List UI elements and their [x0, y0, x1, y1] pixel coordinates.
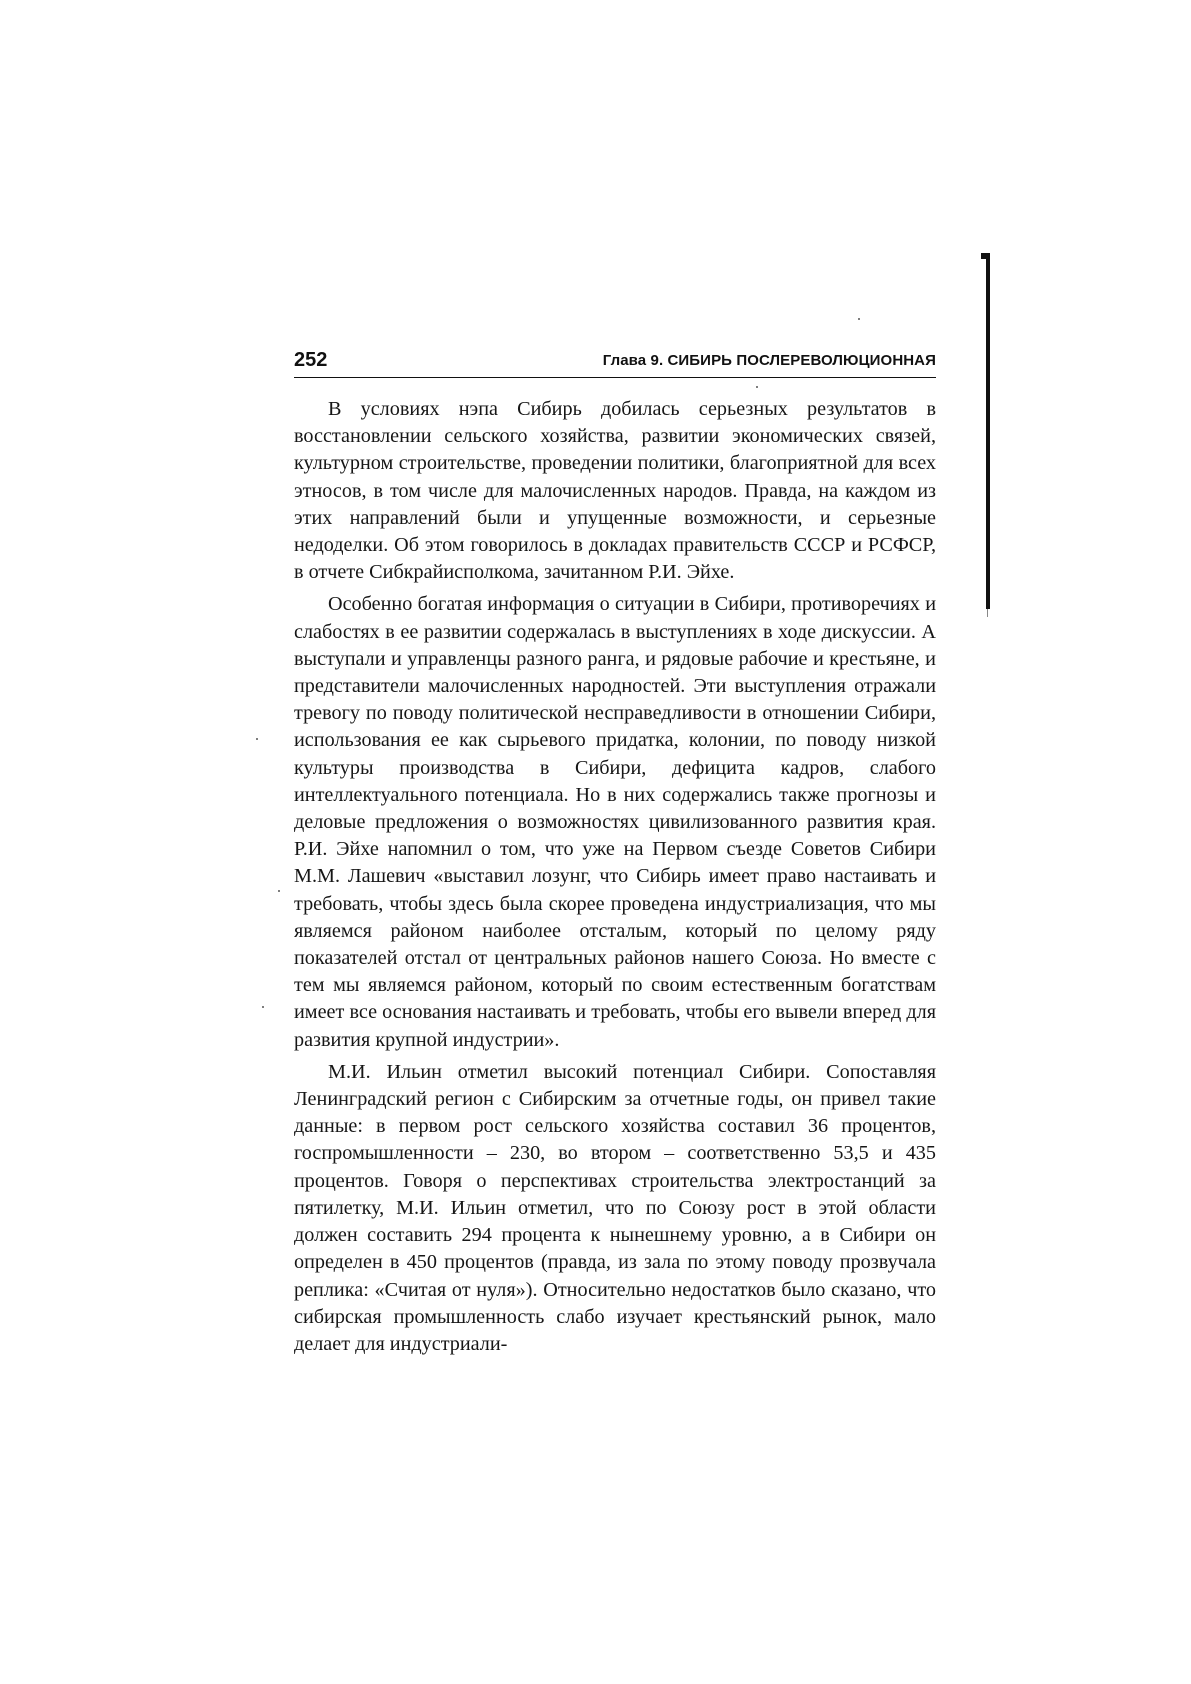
scan-speck	[278, 890, 280, 892]
scan-speck	[256, 738, 258, 740]
scan-speck	[262, 1006, 264, 1008]
running-head: Глава 9. СИБИРЬ ПОСЛЕРЕВОЛЮЦИОННАЯ	[602, 352, 936, 369]
scan-edge-trace	[987, 609, 988, 617]
paragraph: В условиях нэпа Сибирь добилась серьезных результатов в восстановлении сельского хозяйства, развитии экономических связей, культурном строительстве, проведении политики, благоприятной для всех этносов, в том числе для малочисленных народов. Правда, на каждом из этих направлений были и упущенные возможности, и серьезные недоделки. Об этом говорилось в докладах правительств СССР и РСФСР, в отчете Сибкрайисполкома, зачитанном Р.И. Эйхе.	[294, 398, 936, 584]
scan-edge-bar	[986, 255, 990, 609]
paragraph: М.И. Ильин отметил высокий потенциал Сибири. Сопоставляя Ленинградский регион с Сибирским за отчетные годы, он привел такие данные: в первом рост сельского хозяйства составил 36 процентов, госпромышленности – 230, во втором – соответственно 53,5 и 435 процентов. Говоря о перспективах строительства электростанций за пятилетку, М.И. Ильин отметил, что по Союзу рост в этой области должен составить 294 процента к нынешнему уровню, а в Сибири он определен в 450 процентов (правда, из зала по этому поводу прозвучала реплика: «Считая от нуля»). Относительно недостатков было сказано, что сибирская промышленность слабо изучает крестьянский рынок, мало делает для индустриали-	[294, 1060, 936, 1355]
page-header	[294, 347, 936, 378]
scan-speck	[756, 386, 758, 388]
page-number: 252	[294, 349, 328, 371]
body-text	[294, 396, 936, 1363]
paragraph: Особенно богатая информация о ситуации в Сибири, противоречиях и слабостях в ее развитии содержалась в выступлениях в ходе дискуссии. А выступали и управленцы разного ранга, и рядовые рабочие и крестьяне, и представители малочисленных народностей. Эти выступления отражали тревогу по поводу политической несправедливости в отношении Сибири, использования ее как сырьевого придатка, колонии, по поводу низкой культуры производства в Сибири, дефицита кадров, слабого интеллектуального потенциала. Но в них содержались также прогнозы и деловые предложения о возможностях цивилизованного развития края. Р.И. Эйхе напомнил о том, что уже на Первом съезде Советов Сибири М.М. Лашевич «выставил лозунг, что Сибирь имеет право настаивать и требовать, чтобы здесь была скорее проведена индустриализация, что мы являемся районом наиболее отсталым, который по целому ряду показателей отстал от центральных районов нашего Союза. Но вместе с тем мы являемся районом, который по своим естественным богатствам имеет все основания настаивать и требовать, чтобы его вывели вперед для развития крупной индустрии».	[294, 593, 936, 1051]
scan-speck	[858, 318, 860, 320]
